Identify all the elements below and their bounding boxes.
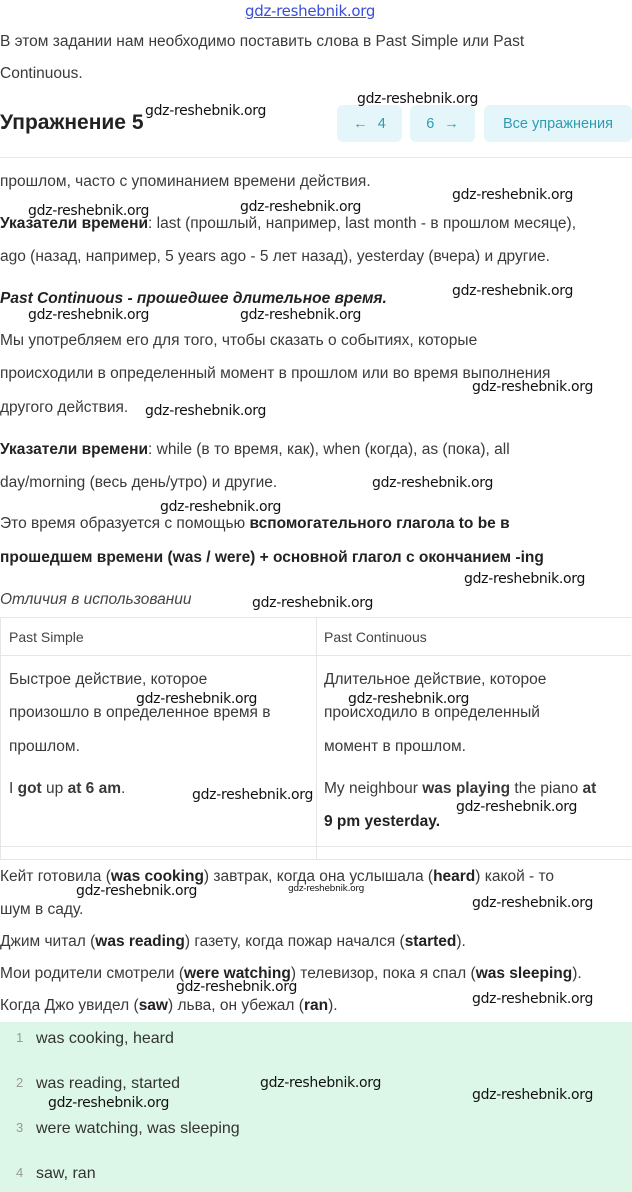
text: : last (прошлый, например, last month - в прошлом месяце),	[148, 215, 577, 232]
theory-line: происходили в определенный момент в прошлом или во время выполнения	[0, 365, 551, 382]
formation-line: прошедшем времени (was / were) + основной глагол с окончанием -ing	[0, 549, 544, 566]
watermark: gdz-reshebnik.org	[472, 991, 594, 1007]
watermark: gdz-reshebnik.org	[472, 895, 594, 911]
all-exercises-button[interactable]	[484, 105, 632, 142]
next-exercise-button[interactable]	[410, 105, 475, 142]
answer-item: 1 was cooking, heard	[16, 1030, 174, 1047]
sentence: Кейт готовила (was cooking) завтрак, когда она услышала (heard) какой - то	[0, 868, 555, 885]
watermark: gdz-reshebnik.org	[160, 499, 282, 515]
text: : while (в то время, как), when (когда), as (пока), all	[148, 441, 510, 458]
watermark: gdz-reshebnik.org	[48, 1095, 170, 1111]
theory-line: другого действия.	[0, 399, 129, 416]
text: Это время образуется с помощью	[0, 515, 250, 532]
prev-exercise-button[interactable]	[337, 105, 402, 142]
pc-heading: Past Continuous - прошедшее длительное время.	[0, 290, 387, 307]
watermark: gdz-reshebnik.org	[28, 203, 150, 219]
table-example: My neighbour was playing the piano at	[324, 780, 597, 797]
next-label: 6	[426, 115, 435, 132]
theory-line: Мы употребляем его для того, чтобы сказать о событиях, которые	[0, 332, 478, 349]
diff-heading: Отличия в использовании	[0, 591, 192, 608]
table-cell: прошлом.	[9, 738, 80, 755]
watermark: gdz-reshebnik.org	[357, 91, 479, 107]
site-link[interactable]: gdz-reshebnik.org	[245, 2, 376, 20]
page-title: Упражнение 5	[0, 111, 144, 134]
sentence: Мои родители смотрели (were watching) телевизор, пока я спал (was sleeping).	[0, 965, 582, 982]
label: Указатели времени	[0, 441, 149, 458]
answer-item: 2 was reading, started	[16, 1075, 181, 1092]
watermark: gdz-reshebnik.org	[372, 475, 494, 491]
table-header: Past Continuous	[324, 629, 427, 645]
answer-item: 4 saw, ran	[16, 1165, 96, 1182]
watermark: gdz-reshebnik.org	[464, 571, 586, 587]
watermark: gdz-reshebnik.org	[472, 379, 594, 395]
theory-line: прошлом, часто с упоминанием времени действия.	[0, 173, 371, 190]
arrow-left-icon: ←	[353, 115, 368, 132]
watermark: gdz-reshebnik.org	[348, 691, 470, 707]
watermark: gdz-reshebnik.org	[452, 187, 574, 203]
watermark: gdz-reshebnik.org	[472, 1087, 594, 1103]
intro-line: В этом задании нам необходимо поставить слова в Past Simple или Past	[0, 33, 525, 50]
sentence: шум в саду.	[0, 901, 84, 918]
watermark: gdz-reshebnik.org	[192, 787, 314, 803]
answer-item: 3 were watching, was sleeping	[16, 1120, 240, 1137]
watermark: gdz-reshebnik.org	[136, 691, 258, 707]
table-header: Past Simple	[9, 629, 84, 645]
watermark: gdz-reshebnik.org	[76, 883, 198, 899]
header-divider	[0, 157, 632, 158]
watermark: gdz-reshebnik.org	[252, 595, 374, 611]
comparison-table	[0, 617, 631, 860]
watermark: gdz-reshebnik.org	[456, 799, 578, 815]
watermark: gdz-reshebnik.org	[288, 884, 365, 894]
label: Указатели времени	[0, 215, 149, 232]
table-cell: Длительное действие, которое	[324, 671, 547, 688]
theory-line: day/morning (весь день/утро) и другие.	[0, 474, 278, 491]
all-label: Все упражнения	[503, 115, 613, 132]
table-cell: происходило в определенный	[324, 704, 540, 721]
table-cell: момент в прошлом.	[324, 738, 466, 755]
time-markers	[0, 440, 510, 460]
watermark: gdz-reshebnik.org	[145, 103, 267, 119]
table-example: 9 pm yesterday.	[324, 813, 441, 830]
theory-line: ago (назад, например, 5 years ago - 5 лет назад), yesterday (вчера) и другие.	[0, 248, 550, 265]
sentence: Джим читал (was reading) газету, когда пожар начался (started).	[0, 933, 466, 950]
prev-label: 4	[377, 115, 386, 132]
watermark: gdz-reshebnik.org	[145, 403, 267, 419]
bold: вспомогательного глагола to be в	[249, 515, 510, 532]
watermark: gdz-reshebnik.org	[260, 1075, 382, 1091]
watermark: gdz-reshebnik.org	[240, 199, 362, 215]
intro-line: Continuous.	[0, 65, 83, 82]
sentence: Когда Джо увидел (saw) льва, он убежал (ran).	[0, 997, 338, 1014]
table-cell: Быстрое действие, которое	[9, 671, 208, 688]
arrow-right-icon: →	[444, 115, 459, 132]
watermark: gdz-reshebnik.org	[452, 283, 574, 299]
watermark: gdz-reshebnik.org	[240, 307, 362, 323]
watermark: gdz-reshebnik.org	[28, 307, 150, 323]
watermark: gdz-reshebnik.org	[176, 979, 298, 995]
formation	[0, 514, 510, 534]
table-example: I got up at 6 am.	[9, 780, 126, 797]
table-cell: произошло в определенное время в	[9, 704, 271, 721]
